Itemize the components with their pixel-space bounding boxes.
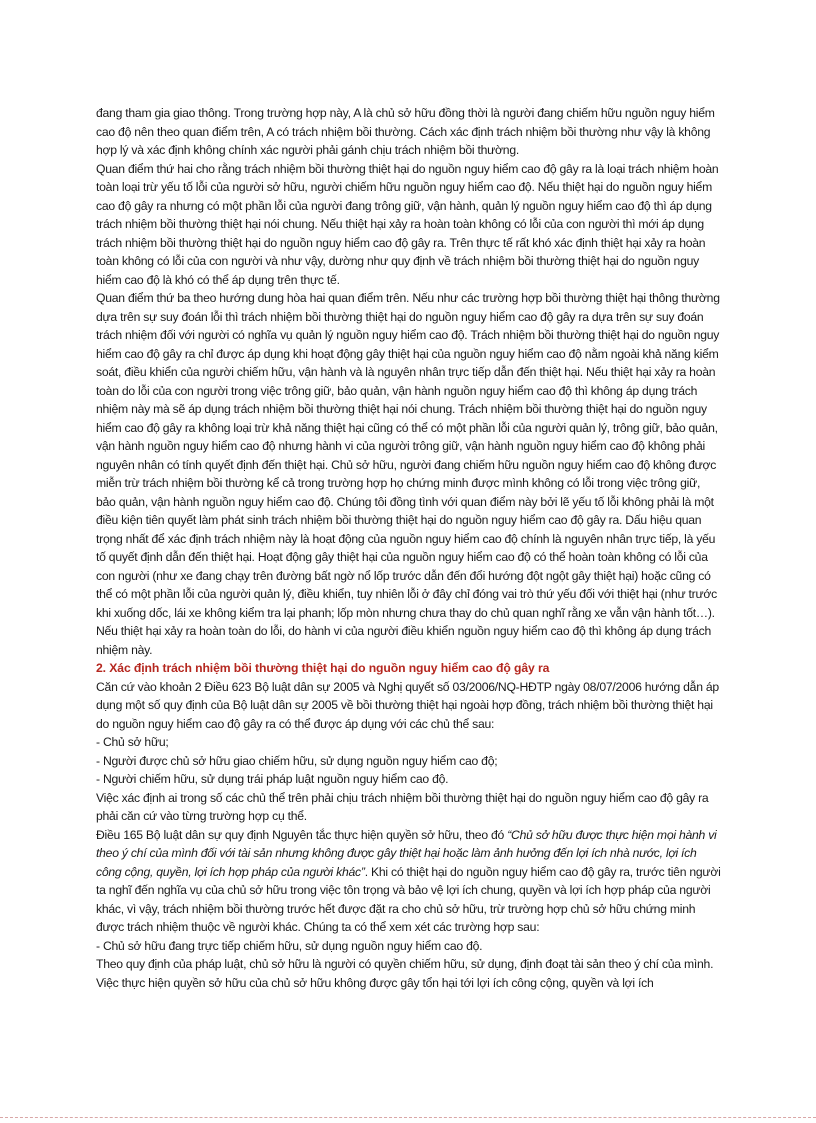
- page-bottom-divider: [0, 1117, 816, 1118]
- paragraph-third-view: Quan điểm thứ ba theo hướng dung hòa hai quan điểm trên. Nếu như các trường hợp bồi thường thiệt hại thông thường dựa trên sự suy đoán lỗi thì trách nhiệm bồi thường thiệt hại do nguồn nguy hiểm cao độ gây ra dựa trên sự suy đoán trách nhiệm đối với người có nghĩa vụ quản lý nguồn nguy hiểm cao độ. Trách nhiệm bồi thường thiệt hại do nguồn nguy hiểm cao độ gây ra chỉ được áp dụng khi hoạt động gây thiệt hại của nguồn nguy hiểm cao độ nằm ngoài khả năng kiểm soát, điều khiển của người chiếm hữu, vận hành và là nguyên nhân trực tiếp dẫn đến thiệt hại. Nếu thiệt hại xảy ra hoàn toàn do lỗi của con người trong việc trông giữ, bảo quản, vận hành nguồn nguy hiểm cao độ thì không áp dụng trách nhiệm này mà sẽ áp dụng trách nhiệm bồi thường thiệt hại nói chung. Trách nhiệm bồi thường thiệt hại do nguồn nguy hiểm cao độ gây ra không loại trừ khả năng thiệt hại cũng có thể có một phần lỗi của người quản lý, trông giữ, bảo quản, vận hành nguồn nguy hiểm cao độ nhưng hành vi của người trông giữ, vận hành nguồn nguy hiểm cao độ không phải nguyên nhân có tính quyết định đến thiệt hại. Chủ sở hữu, người đang chiếm hữu nguồn nguy hiểm cao độ không được miễn trừ trách nhiệm bồi thường kể cả trong trường hợp họ chứng minh được mình không có lỗi trong việc trông giữ, bảo quản, vận hành nguồn nguy hiểm cao độ. Chúng tôi đồng tình với quan điểm này bởi lẽ yếu tố lỗi không phải là một điều kiện tiên quyết làm phát sinh trách nhiệm bồi thường thiệt hại do nguồn nguy hiểm cao độ gây ra. Dấu hiệu quan trọng nhất để xác định trách nhiệm này là hoạt động của nguồn nguy hiểm cao độ chính là nguyên nhân trực tiếp, là yếu tố quyết định dẫn đến thiệt hại. Hoạt động gây thiệt hại của nguồn nguy hiểm cao độ có thể hoàn toàn không có lỗi của con người (như xe đang chạy trên đường bất ngờ nổ lốp trước dẫn đến đổi hướng đột ngột gây thiệt hại) hoặc cũng có thể có một phần lỗi của người quản lý, điều khiển, tuy nhiên lỗi ở đây chỉ đóng vai trò thứ yếu đối với thiệt hại (như trước khi xuống dốc, lái xe không kiểm tra lại phanh; lốp mòn nhưng chưa thay do chủ quan nghĩ rằng xe vẫn vận hành tốt…). Nếu thiệt hại xảy ra hoàn toàn do lỗi, do hành vi của người điều khiển nguồn nguy hiểm cao độ thì không áp dụng trách nhiệm này.: [96, 291, 720, 657]
- section-heading: 2. Xác định trách nhiệm bồi thường thiệt hại do nguồn nguy hiểm cao độ gây ra: [96, 661, 550, 675]
- paragraph-ownership-rights: Theo quy định của pháp luật, chủ sở hữu là người có quyền chiếm hữu, sử dụng, định đoạt tài sản theo ý chí của mình. Việc thực hiện quyền sở hữu của chủ sở hữu không được gây tổn hại tới lợi ích công cộng, quyền và lợi ích: [96, 957, 714, 990]
- paragraph-second-view: Quan điểm thứ hai cho rằng trách nhiệm bồi thường thiệt hại do nguồn nguy hiểm cao độ gây ra là loại trách nhiệm hoàn toàn loại trừ yếu tố lỗi của người sở hữu, người chiếm hữu nguồn nguy hiểm cao độ. Nếu thiệt hại do nguồn nguy hiểm cao độ gây ra nhưng có một phần lỗi của người đang trông giữ, vận hành, quản lý nguồn nguy hiểm cao độ thì áp dụng trách nhiệm bồi thường thiệt hại nói chung. Nếu thiệt hại xảy ra hoàn toàn không có lỗi của con người thì mới áp dụng trách nhiệm bồi thường thiệt hại do nguồn nguy hiểm cao độ gây ra. Trên thực tế rất khó xác định thiệt hại xảy ra hoàn toàn không có lỗi của con người và như vậy, dường như quy định về trách nhiệm bồi thường thiệt hại do nguồn nguy hiểm cao độ là khó có thể áp dụng trên thực tế.: [96, 161, 719, 287]
- article-text-after: . Khi có thiệt hại do nguồn nguy hiểm cao độ gây ra, trước tiên người ta nghĩ đến nghĩa vụ của chủ sở hữu trong việc tôn trọng và bảo vệ lợi ích chung, quyền và lợi ích hợp pháp của người khác, vì vậy, trách nhiệm bồi thường trước hết được đặt ra cho chủ sở hữu, trừ trường hợp chủ sở hữu chứng minh được trách nhiệm thuộc về người khác. Chúng ta có thể xem xét các trường hợp sau:: [96, 864, 721, 934]
- article-quote: “Chủ sở hữu được thực hiện mọi hành vi theo ý chí của mình đối với tài sản nhưng không được gây thiệt hại hoặc làm ảnh hưởng đến lợi ích nhà nước, lợi ích công cộng, quyền, lợi ích hợp pháp của người khác”: [96, 827, 717, 879]
- list-item-illegal-user: - Người chiếm hữu, sử dụng trái pháp luật nguồn nguy hiểm cao độ.: [96, 772, 449, 786]
- paragraph-legal-basis: Căn cứ vào khoản 2 Điều 623 Bộ luật dân sự 2005 và Nghị quyết số 03/2006/NQ-HĐTP ngày 08/07/2006 hướng dẫn áp dụng một số quy định của Bộ luật dân sự 2005 về bồi thường thiệt hại ngoài hợp đồng, trách nhiệm bồi thường thiệt hại do nguồn nguy hiểm cao độ gây ra có thể được áp dụng với các chủ thể sau:: [96, 679, 719, 731]
- list-item-direct-owner: - Chủ sở hữu đang trực tiếp chiếm hữu, sử dụng nguồn nguy hiểm cao độ.: [96, 938, 483, 953]
- list-item-owner: - Chủ sở hữu;: [96, 735, 169, 749]
- paragraph-case-by-case: Việc xác định ai trong số các chủ thể trên phải chịu trách nhiệm bồi thường thiệt hại do nguồn nguy hiểm cao độ gây ra phải căn cứ vào từng trường hợp cụ thể.: [96, 790, 709, 823]
- article-text-before: Điều 165 Bộ luật dân sự quy định Nguyên tắc thực hiện quyền sở hữu, theo đó: [96, 827, 508, 842]
- list-item-authorized-user: - Người được chủ sở hữu giao chiếm hữu, sử dụng nguồn nguy hiểm cao độ;: [96, 753, 498, 768]
- paragraph-owner-example: đang tham gia giao thông. Trong trường hợp này, A là chủ sở hữu đồng thời là người đang chiếm hữu nguồn nguy hiểm cao độ nên theo quan điểm trên, A có trách nhiệm bồi thường. Cách xác định trách nhiệm bồi thường như vậy là không hợp lý và xác định không chính xác người phải gánh chịu trách nhiệm bồi thường.: [96, 106, 715, 157]
- document-body: [96, 104, 722, 992]
- paragraph-article-165: [96, 826, 722, 937]
